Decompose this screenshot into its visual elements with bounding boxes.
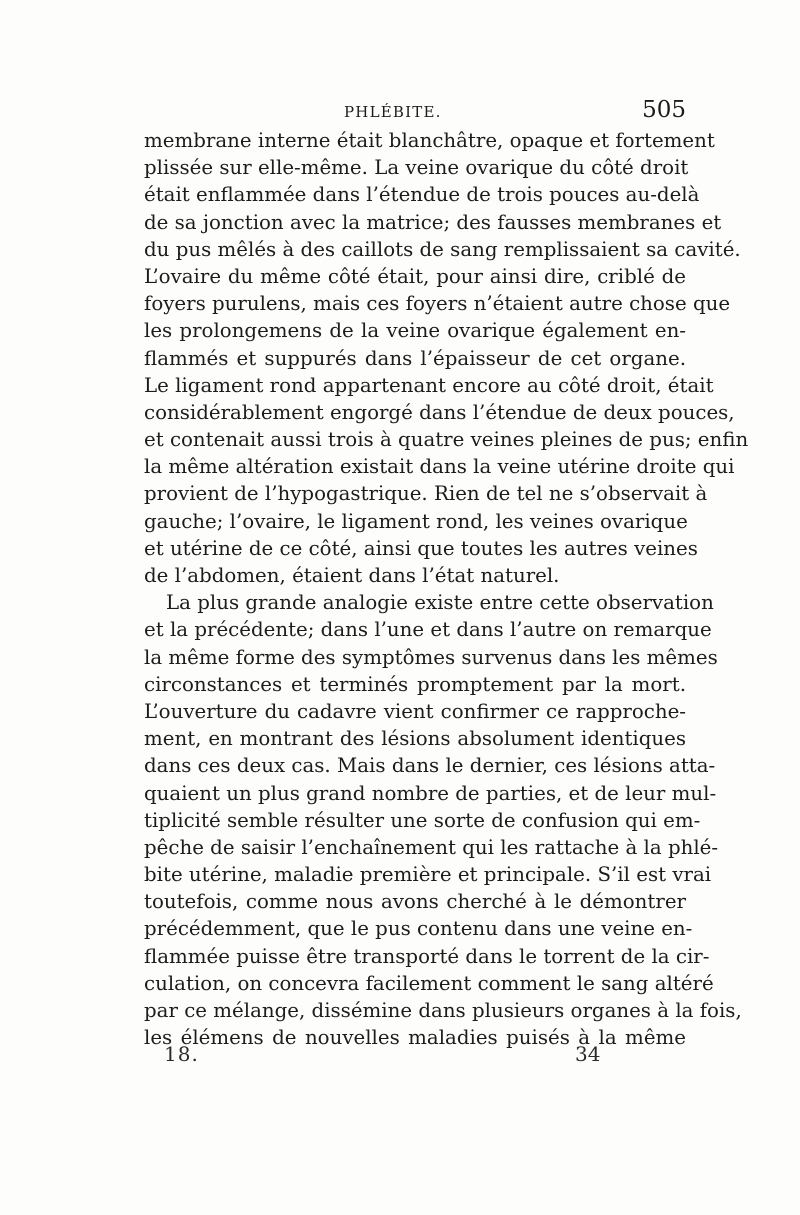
text-line: L’ouverture du cadavre vient confirmer ce rapproche- [144,699,686,723]
text-line: flammés et suppurés dans l’épaisseur de cet organe. [144,346,686,370]
body-text [144,127,749,1051]
text-line: était enflammée dans l’étendue de trois pouces au-delà [144,183,700,207]
text-line: ment, en montrant des lésions absolument identiques [144,727,686,751]
paragraph-start-line: La plus grande analogie existe entre cette observation [166,591,714,615]
text-line: dans ces deux cas. Mais dans le dernier, ces lésions atta- [144,754,716,778]
text-line: foyers purulens, mais ces foyers n’étaient autre chose que [144,292,731,316]
text-line: les élémens de nouvelles maladies puisés à la même [144,1026,686,1050]
text-line: flammée puisse être transporté dans le torrent de la cir- [144,944,710,968]
text-line: quaient un plus grand nombre de parties, et de leur mul- [144,781,717,805]
text-line: membrane interne était blanchâtre, opaque et fortement [144,129,715,152]
folio-mark: 34 [575,1042,601,1066]
text-line: et contenait aussi trois à quatre veines pleines de pus; enfin [144,428,749,452]
running-title: PHLÉBITE. [344,103,442,121]
text-line: toutefois, comme nous avons cherché à le démontrer [144,890,686,914]
text-line: de sa jonction avec la matrice; des fausses membranes et [144,210,722,234]
text-line: Le ligament rond appartenant encore au côté droit, était [144,373,714,397]
text-line: et la précédente; dans l’une et dans l’autre on remarque [144,618,712,642]
text-line: plissée sur elle-même. La veine ovarique du côté droit [144,156,689,180]
paragraph-end-line: de l’abdomen, étaient dans l’état naturel. [144,564,560,587]
text-line: la même altération existait dans la veine utérine droite qui [144,455,735,479]
text-line: et utérine de ce côté, ainsi que toutes les autres veines [144,536,698,560]
text-line: bite utérine, maladie première et principale. S’il est vrai [144,863,712,887]
text-line: considérablement engorgé dans l’étendue de deux pouces, [144,400,735,424]
signature-mark: 18. [164,1042,199,1066]
text-line: circonstances et terminés promptement par la mort. [144,672,686,696]
text-line: tiplicité semble résulter une sorte de confusion qui em- [144,808,701,832]
text-line: L’ovaire du même côté était, pour ainsi dire, criblé de [144,264,686,288]
text-line: par ce mélange, dissémine dans plusieurs organes à la fois, [144,999,742,1022]
text-line: culation, on concevra facilement comment le sang altéré [144,971,714,995]
text-line: provient de l’hypogastrique. Rien de tel ne s’observait à [144,482,708,506]
text-line: pêche de saisir l’enchaînement qui les rattache à la phlé- [144,835,719,859]
page-number: 505 [642,97,686,123]
page-footer [144,1042,686,1068]
text-line: du pus mêlés à des caillots de sang remplissaient sa cavité. [144,237,741,261]
text-line: gauche; l’ovaire, le ligament rond, les veines ovarique [144,509,688,533]
text-line: la même forme des symptômes survenus dans les mêmes [144,645,718,669]
page-header [144,97,686,129]
text-line: précédemment, que le pus contenu dans une veine en- [144,917,693,941]
text-line: les prolongemens de la veine ovarique également en- [144,319,686,343]
